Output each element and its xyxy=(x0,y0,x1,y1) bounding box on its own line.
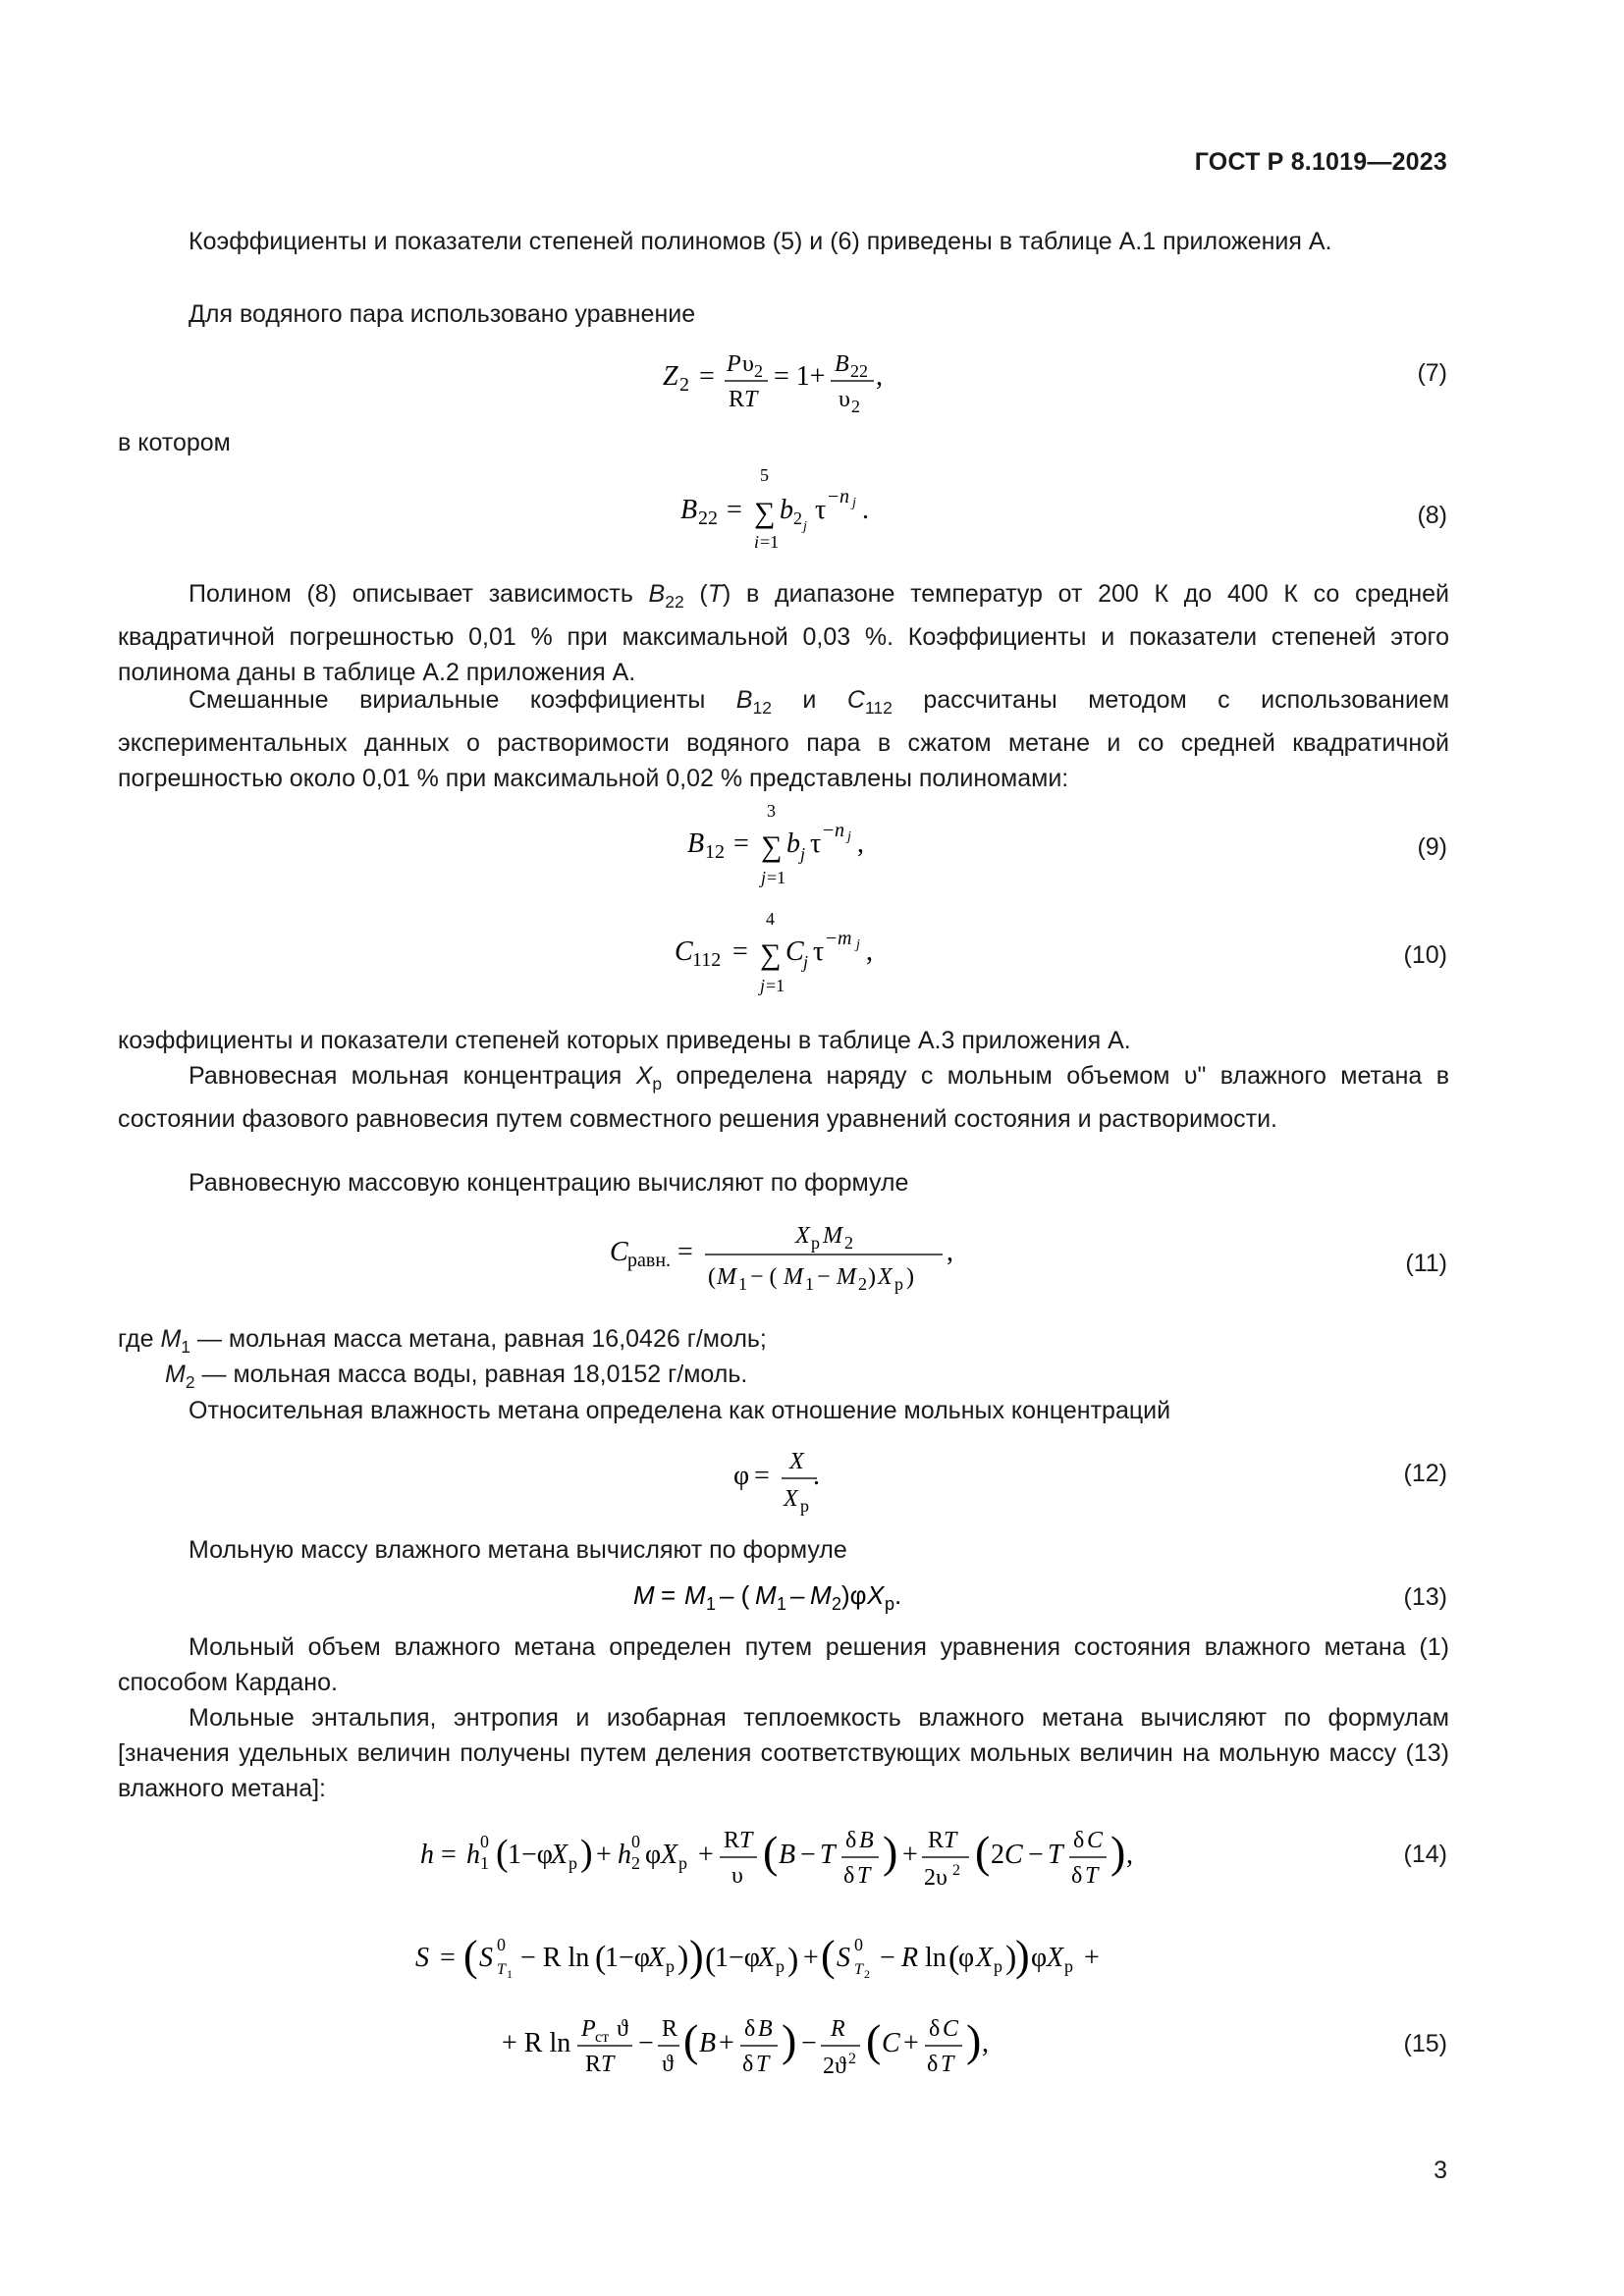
document-header: ГОСТ Р 8.1019—2023 xyxy=(1194,148,1447,176)
svg-text:р: р xyxy=(800,1496,809,1516)
svg-text:,: , xyxy=(1126,1840,1133,1870)
svg-text:P: P xyxy=(581,2016,596,2042)
svg-text:b: b xyxy=(780,495,793,525)
svg-text:− R ln: − R ln xyxy=(520,1943,590,1973)
svg-text:2: 2 xyxy=(793,508,802,528)
svg-text:∑: ∑ xyxy=(761,830,783,863)
svg-text:X: X xyxy=(661,1840,678,1870)
svg-text:р: р xyxy=(678,1853,687,1873)
svg-text:j: j xyxy=(760,976,766,995)
svg-text:X: X xyxy=(1047,1943,1064,1973)
svg-text:112: 112 xyxy=(692,949,722,971)
svg-text:=: = xyxy=(733,828,749,859)
svg-text:2: 2 xyxy=(844,1233,853,1253)
svg-text:m: m xyxy=(838,928,852,949)
paragraph: Для водяного пара использовано уравнение xyxy=(189,300,696,328)
svg-text:)φ: )φ xyxy=(841,1580,867,1610)
svg-text:2: 2 xyxy=(851,397,860,416)
svg-text:0: 0 xyxy=(631,1832,640,1851)
svg-text:): ) xyxy=(677,1940,689,1976)
svg-text:T: T xyxy=(857,1863,871,1889)
svg-text:X: X xyxy=(784,1486,798,1512)
svg-text:T: T xyxy=(601,2052,615,2077)
svg-text:р: р xyxy=(1064,1956,1073,1976)
svg-text:(: ( xyxy=(948,1940,960,1976)
paragraph: Мольные энтальпия, энтропия и изобарная теплоемкость влажного метана вычисляют по формулам [значения удельных величин получены путем деления соответствующих мольных величин на мольную массу (13) влажного метана]: xyxy=(118,1704,1449,1802)
svg-text:X: X xyxy=(758,1943,776,1973)
svg-text:): ) xyxy=(1015,1932,1030,1980)
svg-text:–: – xyxy=(790,1580,805,1610)
svg-text:Z: Z xyxy=(663,361,678,392)
svg-text:−: − xyxy=(817,1264,831,1290)
svg-text:(: ( xyxy=(705,1942,717,1978)
svg-text:22: 22 xyxy=(698,507,718,529)
svg-text:= 1+: = 1+ xyxy=(774,361,826,392)
svg-text:2: 2 xyxy=(832,1594,842,1614)
svg-text:T: T xyxy=(820,1840,836,1870)
formula-15-line-1 xyxy=(412,1919,1159,2005)
svg-text:,: , xyxy=(982,2028,989,2058)
svg-text:=1: =1 xyxy=(766,976,785,995)
formula-8 xyxy=(677,459,913,565)
svg-text:0: 0 xyxy=(854,1935,863,1954)
svg-text:(: ( xyxy=(975,1827,991,1877)
svg-text:δ: δ xyxy=(1071,1863,1083,1889)
svg-text:=: = xyxy=(699,361,715,392)
svg-text:2: 2 xyxy=(754,361,763,381)
svg-text:R: R xyxy=(901,1943,919,1973)
svg-text:M: M xyxy=(684,1580,706,1610)
svg-text:X: X xyxy=(867,1580,885,1610)
svg-text:1: 1 xyxy=(706,1594,717,1614)
svg-text:5: 5 xyxy=(760,465,769,485)
svg-text:R: R xyxy=(662,2016,678,2042)
svg-text:.: . xyxy=(813,1461,820,1491)
svg-text:р: р xyxy=(811,1233,820,1253)
svg-text:υ: υ xyxy=(731,1863,743,1889)
svg-text:δ: δ xyxy=(929,2016,941,2042)
equation-number: (7) xyxy=(1417,359,1447,387)
paragraph: в котором xyxy=(118,429,231,456)
svg-text:.: . xyxy=(862,495,869,525)
svg-text:равн.: равн. xyxy=(627,1250,672,1271)
paragraph: где $M_1$ — мольная масса метана, равная 16,0426 г/моль; xyxy=(118,1325,767,1357)
paragraph: Мольную массу влажного метана вычисляют по формуле xyxy=(189,1536,847,1564)
svg-text:δ: δ xyxy=(927,2052,939,2077)
svg-text:(: ( xyxy=(763,1827,779,1877)
svg-text:h: h xyxy=(466,1840,480,1870)
svg-text:2: 2 xyxy=(991,1840,1004,1870)
equation-number: (15) xyxy=(1403,2030,1447,2057)
svg-text:1: 1 xyxy=(777,1594,787,1614)
svg-text:j: j xyxy=(852,496,856,510)
svg-text:υ: υ xyxy=(839,387,850,412)
svg-text:φ: φ xyxy=(1031,1943,1048,1973)
svg-text:=: = xyxy=(727,495,742,525)
paragraph: Равновесную массовую концентрацию вычисляют по формуле xyxy=(189,1169,909,1197)
svg-text:0: 0 xyxy=(497,1935,506,1954)
svg-text:B: B xyxy=(758,2016,773,2042)
svg-text:2υ: 2υ xyxy=(924,1865,947,1891)
svg-text:1: 1 xyxy=(738,1274,747,1294)
svg-text:=: = xyxy=(441,1840,457,1870)
svg-text:S: S xyxy=(415,1943,429,1973)
svg-text:− (: − ( xyxy=(750,1264,778,1290)
paragraph: Равновесная мольная концентрация $X_р$ определена наряду с мольным объемом υ" влажного метана в состоянии фазового равновесия путем совместного решения уравнений состояния и растворимости. xyxy=(118,1062,1450,1133)
svg-text:C: C xyxy=(1004,1840,1023,1870)
svg-text:∑: ∑ xyxy=(754,497,776,529)
svg-text:δ: δ xyxy=(744,2016,756,2042)
svg-text:): ) xyxy=(1005,1940,1017,1976)
equation-number: (14) xyxy=(1403,1841,1447,1868)
svg-text:1: 1 xyxy=(805,1274,814,1294)
svg-text:C: C xyxy=(943,2016,959,2042)
svg-text:.: . xyxy=(894,1580,902,1610)
svg-text:P: P xyxy=(727,351,741,377)
svg-text:−: − xyxy=(826,928,838,949)
svg-text:T: T xyxy=(944,1828,957,1853)
svg-text:+: + xyxy=(1084,1943,1100,1973)
paragraph: коэффициенты и показатели степеней которых приведены в таблице А.3 приложения А. xyxy=(118,1027,1131,1054)
svg-text:R: R xyxy=(729,387,745,412)
svg-text:δ: δ xyxy=(742,2052,754,2077)
svg-text:+: + xyxy=(902,1840,918,1870)
svg-text:−: − xyxy=(823,820,835,841)
formula-9 xyxy=(684,801,900,911)
svg-text:2: 2 xyxy=(864,1967,870,1981)
svg-text:,: , xyxy=(866,936,873,967)
svg-text:j: j xyxy=(803,519,807,534)
svg-text:): ) xyxy=(1110,1827,1126,1877)
svg-text:): ) xyxy=(782,2015,797,2065)
svg-text:−: − xyxy=(880,1943,895,1973)
svg-text:=1: =1 xyxy=(767,868,786,887)
svg-text:M: M xyxy=(755,1580,777,1610)
svg-text:δ: δ xyxy=(1073,1828,1085,1853)
svg-text:T: T xyxy=(497,1961,506,1978)
svg-text:3: 3 xyxy=(767,801,776,821)
svg-text:=: = xyxy=(661,1580,677,1610)
svg-text:B: B xyxy=(859,1828,874,1853)
svg-text:=: = xyxy=(754,1461,770,1491)
svg-text:δ: δ xyxy=(845,1828,857,1853)
svg-text:−: − xyxy=(800,1840,816,1870)
svg-text:j: j xyxy=(803,952,809,972)
formula-10 xyxy=(672,909,907,1019)
formula-12 xyxy=(731,1435,888,1531)
svg-text:M: M xyxy=(837,1264,856,1290)
svg-text:φ: φ xyxy=(733,1461,750,1491)
svg-text:X: X xyxy=(795,1223,810,1249)
svg-text:τ: τ xyxy=(813,936,825,967)
svg-text:M: M xyxy=(823,1223,842,1249)
svg-text:(: ( xyxy=(821,1932,836,1980)
svg-text:S: S xyxy=(837,1943,850,1973)
svg-text:b: b xyxy=(786,828,800,859)
svg-text:h: h xyxy=(618,1840,631,1870)
svg-text:τ: τ xyxy=(810,828,822,859)
svg-text:φ: φ xyxy=(645,1840,662,1870)
svg-text:(: ( xyxy=(708,1264,716,1290)
svg-text:=: = xyxy=(440,1943,456,1973)
svg-text:T: T xyxy=(1048,1840,1063,1870)
svg-text:): ) xyxy=(787,1942,799,1978)
svg-text:φ: φ xyxy=(958,1943,975,1973)
paragraph: Смешанные вириальные коэффициенты $B_{12}$ и $C_{112}$ рассчитаны методом с использованием экспериментальных данных о растворимости водяного пара в сжатом метане и со средней квадратичной погрешностью около 0,01 % при максимальной 0,02 % представлены полиномами: xyxy=(118,686,1450,792)
svg-text:+: + xyxy=(903,2028,919,2058)
svg-text:ln: ln xyxy=(925,1943,947,1973)
svg-text:1−φ: 1−φ xyxy=(605,1943,650,1973)
svg-text:−: − xyxy=(638,2028,654,2058)
svg-text:2: 2 xyxy=(848,2051,856,2067)
svg-text:): ) xyxy=(689,1932,704,1980)
svg-text:T: T xyxy=(1085,1863,1099,1889)
svg-text:р: р xyxy=(666,1956,675,1976)
svg-text:,: , xyxy=(876,361,883,392)
paragraph: $M_2$ — мольная масса воды, равная 18,0152 г/моль. xyxy=(165,1361,748,1392)
svg-text:X: X xyxy=(789,1449,804,1474)
svg-text:M: M xyxy=(810,1580,832,1610)
paragraph: Относительная влажность метана определена как отношение мольных концентраций xyxy=(189,1397,1171,1424)
svg-text:C: C xyxy=(1087,1828,1104,1853)
svg-text:C: C xyxy=(882,2028,900,2058)
svg-text:T: T xyxy=(756,2052,770,2077)
paragraph: Мольный объем влажного метана определен путем решения уравнения состояния влажного метана (1) способом Кардано. xyxy=(118,1633,1449,1696)
svg-text:−: − xyxy=(1028,1840,1044,1870)
svg-text:+ R ln: + R ln xyxy=(502,2028,571,2058)
svg-text:T: T xyxy=(739,1828,753,1853)
svg-text:B: B xyxy=(779,1840,796,1870)
svg-text:i: i xyxy=(754,532,760,552)
svg-text:р: р xyxy=(885,1594,895,1614)
svg-text:1−φ: 1−φ xyxy=(508,1840,553,1870)
equation-number: (9) xyxy=(1417,833,1447,861)
svg-text:+: + xyxy=(719,2028,734,2058)
svg-text:j: j xyxy=(800,844,806,864)
svg-text:1−φ: 1−φ xyxy=(715,1943,760,1973)
svg-text:C: C xyxy=(610,1237,628,1267)
svg-text:M: M xyxy=(784,1264,803,1290)
svg-text:2: 2 xyxy=(679,374,689,396)
svg-text:n: n xyxy=(835,820,844,841)
svg-text:ϑ: ϑ xyxy=(662,2052,674,2077)
svg-text:,: , xyxy=(857,828,864,859)
svg-text:1: 1 xyxy=(507,1967,513,1981)
svg-text:12: 12 xyxy=(705,841,725,863)
svg-text:+: + xyxy=(596,1840,612,1870)
svg-text:M: M xyxy=(717,1264,736,1290)
svg-text:): ) xyxy=(883,1827,898,1877)
svg-text:ϑ: ϑ xyxy=(617,2016,628,2042)
svg-text:X: X xyxy=(648,1943,666,1973)
page-number: 3 xyxy=(1434,2157,1447,2184)
svg-text:B: B xyxy=(699,2028,717,2058)
svg-text:р: р xyxy=(894,1274,903,1294)
svg-text:): ) xyxy=(906,1264,914,1290)
svg-text:(: ( xyxy=(595,1940,607,1976)
formula-11 xyxy=(607,1215,960,1311)
svg-text:δ: δ xyxy=(843,1863,855,1889)
paragraph: Коэффициенты и показатели степеней полиномов (5) и (6) приведены в таблице А.1 приложения А. xyxy=(189,228,1332,255)
svg-text:+: + xyxy=(698,1840,714,1870)
svg-text:(: ( xyxy=(496,1833,509,1874)
svg-text:р: р xyxy=(994,1956,1002,1976)
svg-text:−: − xyxy=(828,486,839,507)
svg-text:): ) xyxy=(580,1833,593,1874)
svg-text:+: + xyxy=(803,1943,819,1973)
formula-7 xyxy=(658,334,913,430)
svg-text:): ) xyxy=(868,1264,876,1290)
svg-text:22: 22 xyxy=(850,361,868,381)
svg-text:=1: =1 xyxy=(760,532,780,552)
svg-text:4: 4 xyxy=(766,909,775,929)
equation-number: (12) xyxy=(1403,1460,1447,1487)
svg-text:h: h xyxy=(420,1840,434,1870)
equation-number: (11) xyxy=(1405,1250,1447,1277)
svg-text:υ: υ xyxy=(742,351,754,377)
svg-text:T: T xyxy=(744,387,758,412)
equation-number: (8) xyxy=(1417,502,1447,529)
svg-text:): ) xyxy=(966,2015,982,2065)
formula-14 xyxy=(417,1814,1164,1910)
paragraph: Полином (8) описывает зависимость $B_{22}$ (T) в диапазоне температур от 200 К до 400 К со средней квадратичной погрешностью 0,01 % при максимальной 0,03 %. Коэффициенты и показатели степеней этого полинома даны в таблице А.2 приложения А. xyxy=(118,580,1449,686)
svg-text:2: 2 xyxy=(952,1862,960,1879)
svg-text:∑: ∑ xyxy=(760,938,782,971)
svg-text:р: р xyxy=(776,1956,785,1976)
svg-text:X: X xyxy=(551,1840,568,1870)
formula-15-line-2 xyxy=(499,2002,1049,2099)
svg-text:=: = xyxy=(732,936,748,967)
svg-text:R: R xyxy=(585,2052,602,2077)
svg-text:j: j xyxy=(856,937,860,952)
svg-text:X: X xyxy=(976,1943,994,1973)
svg-text:=: = xyxy=(677,1237,693,1267)
svg-text:τ: τ xyxy=(815,495,827,525)
svg-text:р: р xyxy=(568,1853,577,1873)
svg-text:2: 2 xyxy=(631,1853,640,1873)
svg-text:−: − xyxy=(801,2028,817,2058)
svg-text:2ϑ: 2ϑ xyxy=(823,2054,846,2079)
svg-text:(: ( xyxy=(683,2015,699,2065)
svg-text:B: B xyxy=(687,828,705,859)
equation-number: (13) xyxy=(1403,1583,1447,1611)
svg-text:(: ( xyxy=(866,2015,882,2065)
svg-text:B: B xyxy=(835,351,849,377)
svg-text:2: 2 xyxy=(858,1274,867,1294)
svg-text:T: T xyxy=(854,1961,863,1978)
svg-text:T: T xyxy=(941,2052,954,2077)
svg-text:B: B xyxy=(680,495,698,525)
svg-text:S: S xyxy=(479,1943,493,1973)
svg-text:n: n xyxy=(839,486,849,507)
equation-number: (10) xyxy=(1403,941,1447,969)
formula-13 xyxy=(633,1569,967,1634)
svg-text:R: R xyxy=(831,2016,845,2042)
svg-text:(: ( xyxy=(463,1932,478,1980)
svg-text:0: 0 xyxy=(480,1832,489,1851)
svg-text:X: X xyxy=(878,1264,893,1290)
svg-text:R: R xyxy=(724,1828,740,1853)
svg-text:– (: – ( xyxy=(720,1580,750,1610)
svg-text:j: j xyxy=(761,868,767,887)
svg-text:R: R xyxy=(928,1828,945,1853)
svg-text:C: C xyxy=(675,936,693,967)
svg-text:1: 1 xyxy=(480,1853,489,1873)
svg-text:C: C xyxy=(785,936,804,967)
svg-text:,: , xyxy=(947,1237,953,1267)
svg-text:ст: ст xyxy=(595,2029,610,2046)
svg-text:j: j xyxy=(847,829,851,844)
svg-text:M: M xyxy=(633,1580,655,1610)
